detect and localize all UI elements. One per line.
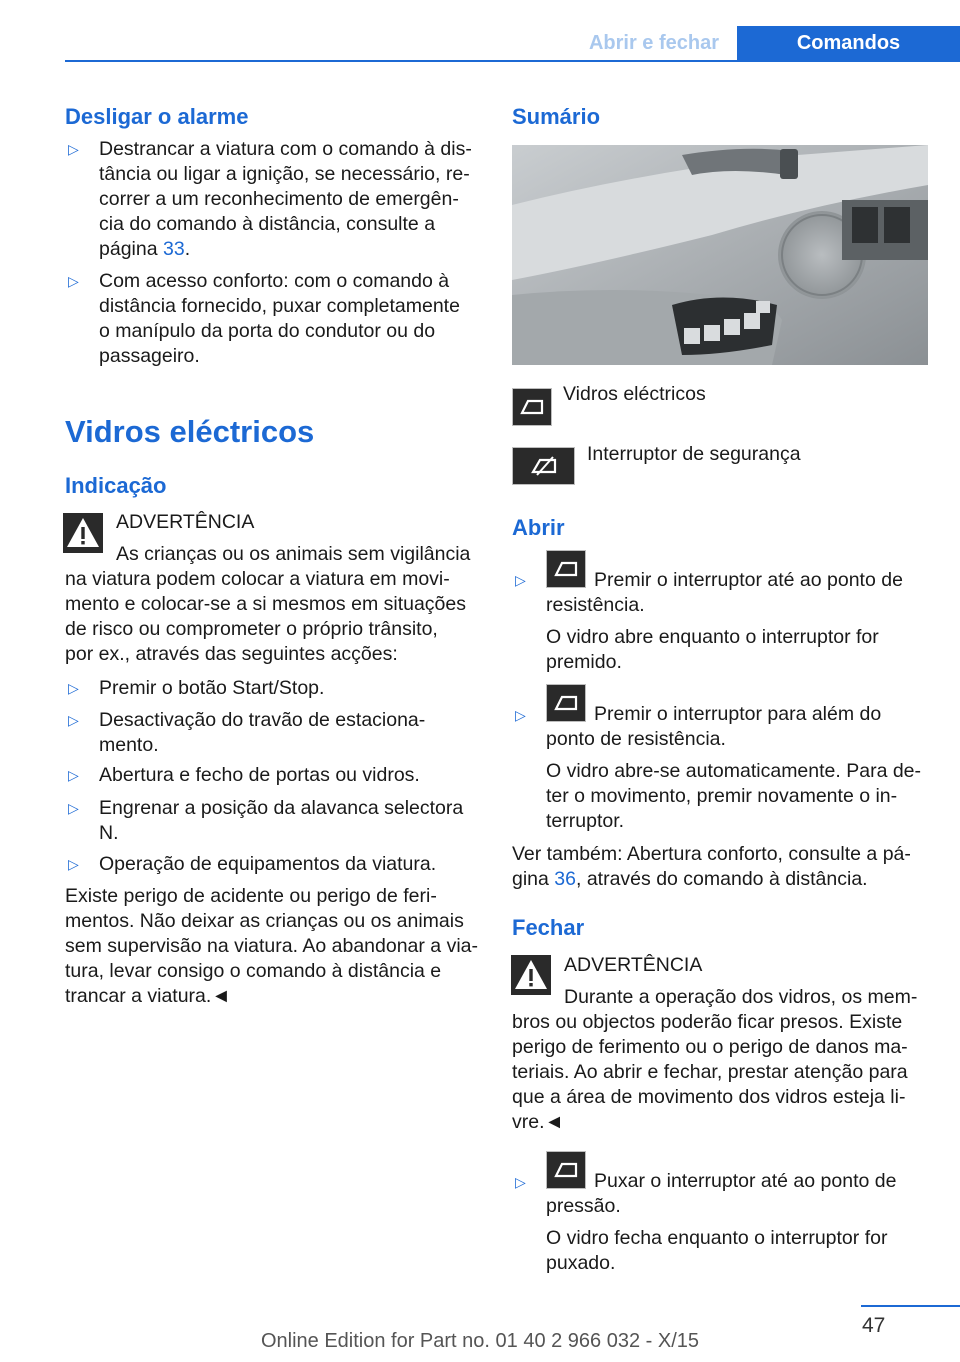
page-link-36[interactable]: 36 xyxy=(554,868,576,890)
bullet-icon: ▷ xyxy=(68,856,79,872)
open-item-2-line1: Premir o interruptor para além do xyxy=(594,703,882,725)
header-rule xyxy=(65,60,960,62)
alarm-item-2: Com acesso conforto: com o comando à distância fornecido, puxar completamente o manípulo da porta do condutor ou do passageiro. xyxy=(99,270,460,367)
close-warning-text: bros ou objectos poderão ficar presos. Existe perigo de ferimento ou o perigo de danos ma- teriais. Ao abrir e fechar, prestar atenção para que a área de movimento dos vidros esteja li- vre.◄ xyxy=(512,1011,908,1133)
legend-safety-switch: Interruptor de segurança xyxy=(587,443,801,465)
warning-icon xyxy=(511,955,551,995)
warning-item: Engrenar a posição da alavanca selectora N. xyxy=(99,797,464,844)
warning-closing-text: Existe perigo de acidente ou perigo de feri- mentos. Não deixar as crianças ou os animais sem supervisão na viatura. Ao abandonar a via- tura, levar consigo o comando à distância e trancar a viatura.◄ xyxy=(65,885,478,1007)
bullet-icon: ▷ xyxy=(68,273,79,289)
bullet-icon: ▷ xyxy=(515,707,526,723)
page-link-33[interactable]: 33 xyxy=(162,238,185,260)
open-item-2-text: ponto de resistência. O vidro abre-se automaticamente. Para de- ter o movimento, premir novamente o in- terruptor. xyxy=(546,728,922,832)
warning-text-line: Durante a operação dos vidros, os mem- xyxy=(564,986,918,1008)
warning-item: Desactivação do travão de estaciona- mento. xyxy=(99,709,426,756)
heading-sumario: Sumário xyxy=(512,104,601,129)
bullet-icon: ▷ xyxy=(68,800,79,816)
warning-label: ADVERTÊNCIA xyxy=(564,954,703,976)
bullet-icon: ▷ xyxy=(68,680,79,696)
tab-abrir-e-fechar[interactable]: Abrir e fechar xyxy=(588,32,720,54)
window-switch-icon xyxy=(546,684,586,722)
heading-indicacao: Indicação xyxy=(65,473,167,498)
bullet-icon: ▷ xyxy=(68,767,79,783)
warning-item: Abertura e fecho de portas ou vidros. xyxy=(99,764,420,786)
warning-item: Operação de equipamentos da viatura. xyxy=(99,853,437,875)
open-item-1-text: resistência. O vidro abre enquanto o interruptor for premido. xyxy=(546,594,879,673)
close-item-text: pressão. O vidro fecha enquanto o interruptor for puxado. xyxy=(546,1195,888,1274)
tab-comandos[interactable]: Comandos xyxy=(737,26,960,62)
window-switch-icon xyxy=(546,1151,586,1189)
page-number: 47 xyxy=(862,1314,886,1337)
warning-label: ADVERTÊNCIA xyxy=(116,511,255,533)
warning-text-line: As crianças ou os animais sem vigilância xyxy=(116,543,471,565)
heading-abrir: Abrir xyxy=(512,515,565,540)
see-also-text: Ver também: Abertura conforto, consulte a pá- gina 36, através do comando à distância. xyxy=(512,843,911,890)
bullet-icon: ▷ xyxy=(68,712,79,728)
bullet-icon: ▷ xyxy=(515,572,526,588)
open-item-1-line1: Premir o interruptor até ao ponto de xyxy=(594,569,903,591)
footer-rule xyxy=(861,1305,960,1307)
alarm-item-1: Destrancar a viatura com o comando à dis- tância ou ligar a ignição, se necessário, re- correr a um reconhecimento de emergên- cia do comando à distância, consulte a página 33. xyxy=(99,138,472,260)
window-switch-icon xyxy=(512,388,552,426)
warning-text: na viatura podem colocar a viatura em movi- mento e colocar-se a si mesmos em situações de risco ou comprometer o próprio trânsito, por ex., através das seguintes acções: xyxy=(65,568,466,665)
window-switch-icon xyxy=(546,550,586,588)
bullet-icon: ▷ xyxy=(515,1174,526,1190)
bullet-icon: ▷ xyxy=(68,141,79,157)
close-item-line1: Puxar o interruptor até ao ponto de xyxy=(594,1170,897,1192)
warning-icon xyxy=(63,513,103,553)
heading-fechar: Fechar xyxy=(512,915,585,940)
safety-switch-icon xyxy=(512,447,575,485)
warning-item: Premir o botão Start/Stop. xyxy=(99,677,325,699)
door-panel-photo xyxy=(512,145,928,365)
legend-window-switches: Vidros eléctricos xyxy=(563,383,706,405)
edition-text: Online Edition for Part no. 01 40 2 966 032 - X/15 xyxy=(260,1330,700,1352)
heading-desligar-alarme: Desligar o alarme xyxy=(65,104,249,129)
heading-vidros-electricos: Vidros eléctricos xyxy=(65,414,315,449)
